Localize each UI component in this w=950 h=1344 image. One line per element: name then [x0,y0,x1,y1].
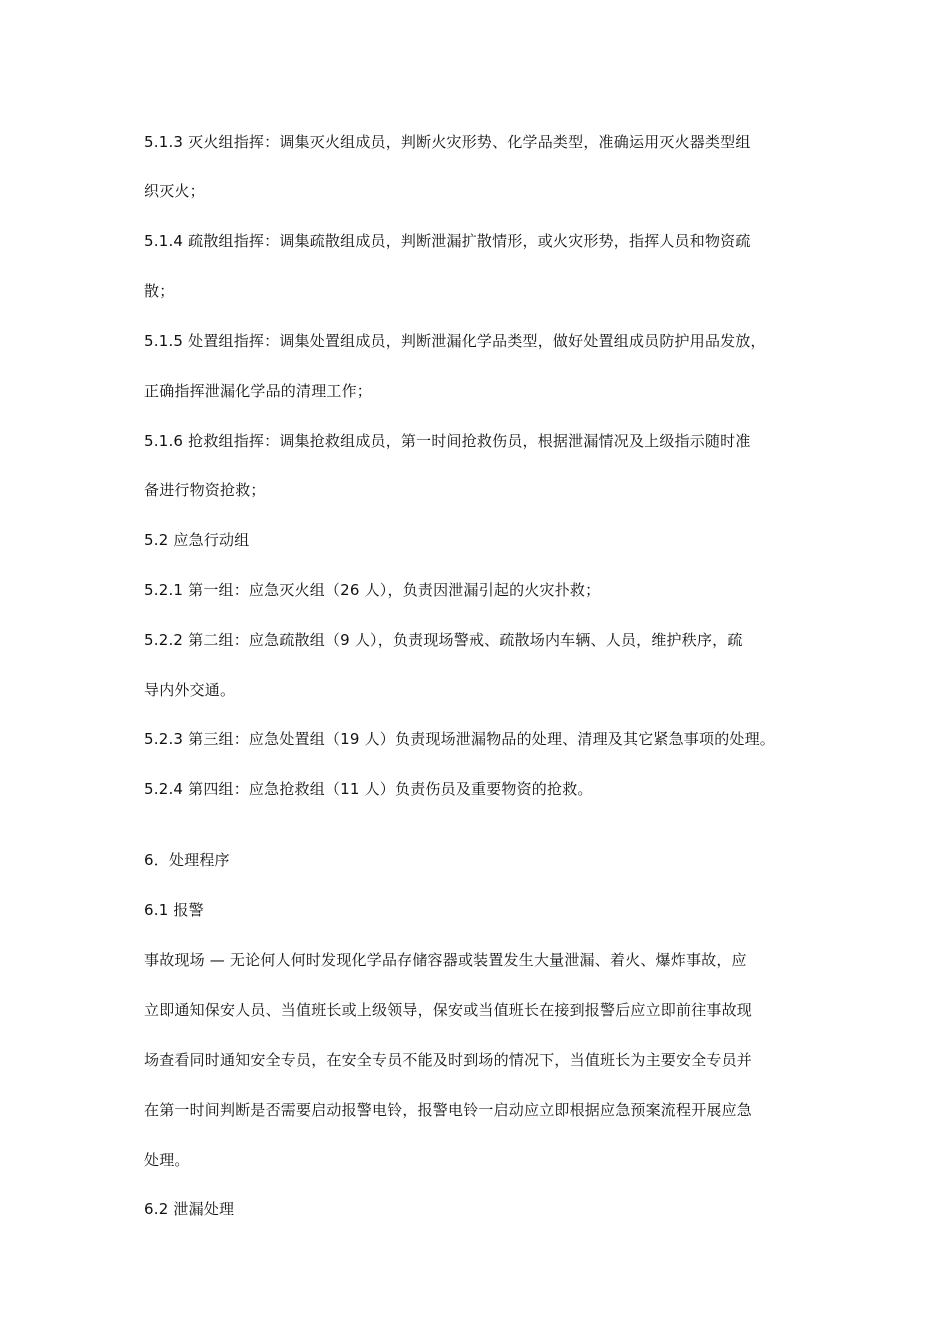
text-line-5-1-4-cont: 散； [144,282,175,300]
text-line-6-1-d: 在第一时间判断是否需要启动报警电铃，报警电铃一启动应立即根据应急预案流程开展应急 [144,1101,753,1119]
section-heading-6-2: 6.2 泄漏处理 [144,1200,235,1218]
text-line-5-1-6-cont: 备进行物资抢救； [144,481,266,499]
text-line-5-2-3: 5.2.3 第三组：应急处置组（19 人）负责现场泄漏物品的处理、清理及其它紧急事项的处理。 [144,730,775,748]
text-line-5-1-4: 5.1.4 疏散组指挥：调集疏散组成员，判断泄漏扩散情形，或火灾形势，指挥人员和物资疏 [144,232,751,250]
text-line-5-1-3: 5.1.3 灭火组指挥：调集灭火组成员，判断火灾形势、化学品类型，准确运用灭火器类型组 [144,133,751,151]
section-heading-6: 6．处理程序 [144,851,230,869]
text-line-5-2-4: 5.2.4 第四组：应急抢救组（11 人）负责伤员及重要物资的抢救。 [144,780,593,798]
text-line-5-2-2: 5.2.2 第二组：应急疏散组（9 人），负责现场警戒、疏散场内车辆、人员，维护秩序，疏 [144,631,743,649]
section-heading-6-1: 6.1 报警 [144,901,204,919]
text-line-5-1-6: 5.1.6 抢救组指挥：调集抢救组成员，第一时间抢救伤员，根据泄漏情况及上级指示随时准 [144,432,751,450]
text-line-5-1-3-cont: 织灭火； [144,182,205,200]
text-line-6-1-c: 场查看同时通知安全专员，在安全专员不能及时到场的情况下，当值班长为主要安全专员并 [144,1051,753,1069]
text-line-6-1-b: 立即通知保安人员、当值班长或上级领导，保安或当值班长在接到报警后应立即前往事故现 [144,1001,753,1019]
text-line-6-1-a: 事故现场 — 无论何人何时发现化学品存储容器或装置发生大量泄漏、着火、爆炸事故，应 [144,951,747,969]
text-line-5-1-5-cont: 正确指挥泄漏化学品的清理工作； [144,382,373,400]
section-heading-5-2: 5.2 应急行动组 [144,531,250,549]
text-line-6-1-e: 处理。 [144,1151,190,1169]
text-line-5-2-2-cont: 导内外交通。 [144,681,236,699]
text-line-5-1-5: 5.1.5 处置组指挥：调集处置组成员，判断泄漏化学品类型，做好处置组成员防护用品发放， [144,332,766,350]
text-line-5-2-1: 5.2.1 第一组：应急灭火组（26 人），负责因泄漏引起的火灾扑救； [144,581,601,599]
